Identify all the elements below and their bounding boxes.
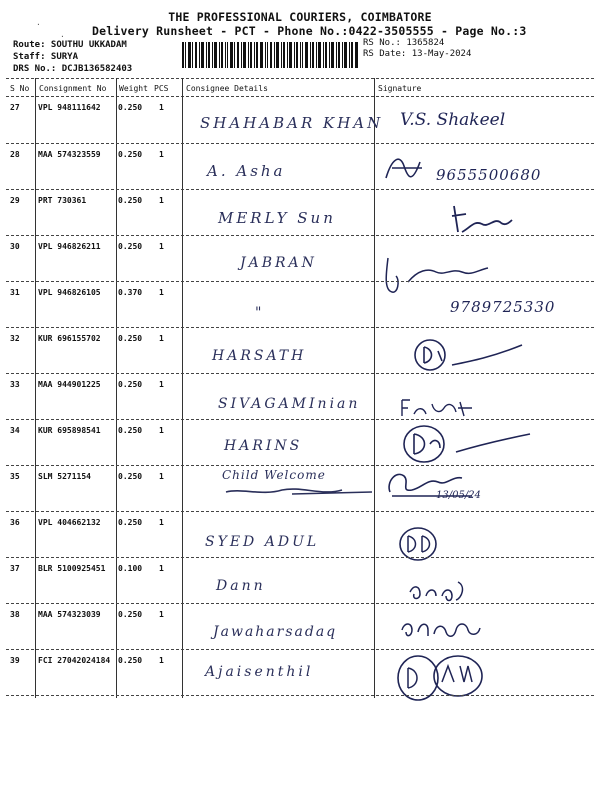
row-pcs: 1 [159,196,164,205]
row-consignment-no: KUR 696155702 [38,334,101,343]
row-pcs: 1 [159,288,164,297]
row-consignment-no: VPL 946826211 [38,242,101,251]
header-top-rule [6,78,594,79]
row-consignment-no: VPL 948111642 [38,103,101,112]
row-weight: 0.100 [118,564,143,573]
row-pcs: 1 [159,426,164,435]
handwritten-consignee-name: Ajaisenthil [205,664,314,680]
handwritten-phone-number: 9789725330 [450,298,556,316]
handwritten-consignee-name: SYED ADUL [205,534,320,550]
handwritten-consignee-name: A. Asha [207,162,286,180]
row-weight: 0.370 [118,288,143,297]
handwritten-date: 13/05/24 [436,490,481,501]
column-header-signature: Signature [378,84,422,93]
signature-scribble [396,524,456,564]
signature-scribble [412,335,542,375]
column-header-weight: Weight [119,84,148,93]
signature-scribble [378,250,498,300]
row-weight: 0.250 [118,610,143,619]
document-subtitle: Delivery Runsheet - PCT - Phone No.:0422-3505555 - Page No.:3 [92,24,527,38]
rs-number: RS No.: 1365824 [363,38,445,48]
barcode [182,42,358,68]
handwritten-phone-number: 9655500680 [436,166,542,184]
row-sno: 38 [10,610,20,619]
row-consignment-no: SLM 5271154 [38,472,91,481]
column-divider [116,78,117,698]
scan-speck: · [60,32,65,41]
row-sno: 27 [10,103,20,112]
row-divider [6,281,594,282]
column-header-sno: S No [10,84,30,93]
strike-through-scribble [222,484,374,500]
drs-number: DRS No.: DCJB136582403 [13,64,133,74]
row-pcs: 1 [159,518,164,527]
row-sno: 39 [10,656,20,665]
document-title: THE PROFESSIONAL COURIERS, COIMBATORE [168,10,432,24]
row-sno: 31 [10,288,20,297]
scan-speck: · [36,20,41,29]
row-pcs: 1 [159,472,164,481]
handwritten-consignee-name: SHAHABAR KHAN [200,114,384,132]
row-divider [6,649,594,650]
row-consignment-no: FCI 27042024184 [38,656,111,665]
row-weight: 0.250 [118,426,143,435]
row-sno: 36 [10,518,20,527]
header-bottom-rule [6,96,594,97]
row-consignment-no: VPL 404662132 [38,518,101,527]
row-weight: 0.250 [118,380,143,389]
row-consignment-no: BLR 5100925451 [38,564,106,573]
handwritten-consignee-name: HARINS [224,438,303,454]
row-divider [6,419,594,420]
row-consignment-no: VPL 946826105 [38,288,101,297]
handwritten-consignee-name: Jawaharsadaq [213,624,338,640]
row-divider [6,603,594,604]
row-pcs: 1 [159,564,164,573]
row-sno: 29 [10,196,20,205]
row-weight: 0.250 [118,103,143,112]
row-pcs: 1 [159,103,164,112]
row-divider [6,465,594,466]
column-divider [182,78,183,698]
signature-scribble [400,422,540,464]
row-weight: 0.250 [118,518,143,527]
row-consignment-no: MAA 944901225 [38,380,101,389]
row-weight: 0.250 [118,242,143,251]
row-pcs: 1 [159,380,164,389]
signature-scribble [398,612,488,644]
row-sno: 35 [10,472,20,481]
row-divider [6,143,594,144]
row-sno: 28 [10,150,20,159]
handwritten-consignee-name: SIVAGAMInian [218,396,361,412]
handwritten-consignee-name: JABRAN [240,255,317,271]
column-divider [35,78,36,698]
rs-date: RS Date: 13-May-2024 [363,49,472,59]
row-divider [6,327,594,328]
handwritten-consignee-name: " [255,305,265,321]
row-divider [6,511,594,512]
row-divider [6,235,594,236]
signature-scribble [398,394,478,422]
row-weight: 0.250 [118,472,143,481]
row-sno: 33 [10,380,20,389]
column-header-consignment: Consignment No [39,84,107,93]
row-sno: 34 [10,426,20,435]
column-divider [374,78,375,698]
row-sno: 30 [10,242,20,251]
row-consignment-no: KUR 695898541 [38,426,101,435]
row-weight: 0.250 [118,196,143,205]
handwritten-consignee-name: HARSATH [212,348,307,364]
row-divider [6,695,594,696]
row-divider [6,189,594,190]
signature-scribble [406,576,476,604]
row-weight: 0.250 [118,334,143,343]
handwritten-consignee-name: Dann [216,578,266,594]
row-weight: 0.250 [118,150,143,159]
signature-scribble [382,148,432,188]
column-header-consignee-details: Consignee Details [186,84,268,93]
row-pcs: 1 [159,656,164,665]
row-pcs: 1 [159,242,164,251]
route-label: Route: SOUTHU UKKADAM [13,40,127,50]
signature-scribble [448,202,518,238]
row-consignment-no: MAA 574323559 [38,150,101,159]
row-divider [6,373,594,374]
handwritten-consignee-name: MERLY Sun [218,209,336,227]
row-pcs: 1 [159,334,164,343]
handwritten-consignee-name: Child Welcome [222,468,326,482]
staff-label: Staff: SURYA [13,52,79,62]
row-pcs: 1 [159,150,164,159]
handwritten-signature: V.S. Shakeel [400,110,506,130]
row-weight: 0.250 [118,656,143,665]
row-sno: 32 [10,334,20,343]
row-divider [6,557,594,558]
row-sno: 37 [10,564,20,573]
row-consignment-no: MAA 574323039 [38,610,101,619]
row-pcs: 1 [159,610,164,619]
column-header-pcs: PCS [154,84,169,93]
row-consignment-no: PRT 730361 [38,196,87,205]
